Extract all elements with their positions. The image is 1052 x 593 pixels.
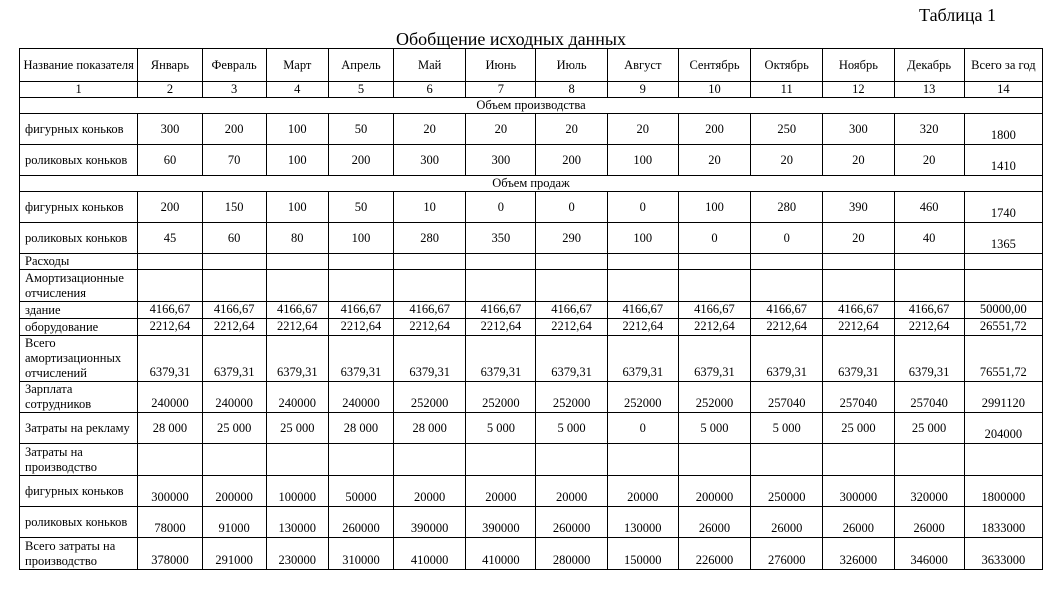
column-number: 6 xyxy=(394,82,466,98)
value-cell: 4166,67 xyxy=(138,302,202,319)
value-cell xyxy=(607,270,678,302)
value-cell: 60 xyxy=(138,145,202,176)
column-number: 2 xyxy=(138,82,202,98)
value-cell: 25 000 xyxy=(266,413,328,444)
value-cell: 240000 xyxy=(328,382,393,413)
value-cell xyxy=(466,254,536,270)
value-cell: 310000 xyxy=(328,538,393,570)
value-cell: 250000 xyxy=(751,476,823,507)
value-cell xyxy=(138,270,202,302)
column-number: 10 xyxy=(678,82,750,98)
section-row xyxy=(20,176,1043,192)
value-cell: 4166,67 xyxy=(266,302,328,319)
value-cell: 130000 xyxy=(266,507,328,538)
column-numbers-row xyxy=(20,82,1043,98)
value-cell xyxy=(138,254,202,270)
value-cell: 28 000 xyxy=(394,413,466,444)
value-cell xyxy=(328,270,393,302)
row-label: Всего амортизационных отчислений xyxy=(20,336,138,382)
value-cell: 0 xyxy=(466,192,536,223)
total-cell: 76551,72 xyxy=(964,336,1042,382)
value-cell: 2212,64 xyxy=(202,319,266,336)
value-cell: 4166,67 xyxy=(894,302,964,319)
value-cell xyxy=(536,254,607,270)
row-label: Амортизационные отчисления xyxy=(20,270,138,302)
row-label: Затраты на производство xyxy=(20,444,138,476)
value-cell: 2212,64 xyxy=(328,319,393,336)
value-cell: 300000 xyxy=(138,476,202,507)
total-cell: 1740 xyxy=(964,192,1042,223)
value-cell: 20 xyxy=(751,145,823,176)
value-cell: 6379,31 xyxy=(678,336,750,382)
value-cell: 200000 xyxy=(202,476,266,507)
value-cell xyxy=(894,254,964,270)
value-cell xyxy=(394,444,466,476)
value-cell: 4166,67 xyxy=(823,302,894,319)
total-cell: 26551,72 xyxy=(964,319,1042,336)
column-number: 13 xyxy=(894,82,964,98)
value-cell: 150000 xyxy=(607,538,678,570)
value-cell: 6379,31 xyxy=(466,336,536,382)
value-cell: 20 xyxy=(823,223,894,254)
value-cell xyxy=(751,270,823,302)
table-row xyxy=(20,476,1043,507)
value-cell: 200 xyxy=(202,114,266,145)
table-row xyxy=(20,254,1043,270)
column-number: 7 xyxy=(466,82,536,98)
row-label: оборудование xyxy=(20,319,138,336)
value-cell: 252000 xyxy=(466,382,536,413)
value-cell xyxy=(536,444,607,476)
value-cell: 6379,31 xyxy=(328,336,393,382)
table-row xyxy=(20,302,1043,319)
value-cell: 70 xyxy=(202,145,266,176)
value-cell xyxy=(394,270,466,302)
value-cell: 300 xyxy=(394,145,466,176)
value-cell xyxy=(678,254,750,270)
value-cell: 80 xyxy=(266,223,328,254)
value-cell xyxy=(536,270,607,302)
total-cell xyxy=(964,444,1042,476)
section-row xyxy=(20,98,1043,114)
value-cell: 6379,31 xyxy=(607,336,678,382)
value-cell: 252000 xyxy=(607,382,678,413)
row-label: роликовых коньков xyxy=(20,145,138,176)
value-cell: 20 xyxy=(394,114,466,145)
total-cell xyxy=(964,270,1042,302)
row-label: Затраты на рекламу xyxy=(20,413,138,444)
header-month: Сентябрь xyxy=(678,49,750,82)
column-number: 5 xyxy=(328,82,393,98)
value-cell: 300000 xyxy=(823,476,894,507)
value-cell xyxy=(466,444,536,476)
value-cell xyxy=(328,254,393,270)
value-cell: 100 xyxy=(266,145,328,176)
value-cell: 45 xyxy=(138,223,202,254)
table-row xyxy=(20,319,1043,336)
value-cell: 390 xyxy=(823,192,894,223)
value-cell: 290 xyxy=(536,223,607,254)
value-cell: 25 000 xyxy=(894,413,964,444)
value-cell: 4166,67 xyxy=(678,302,750,319)
value-cell: 2212,64 xyxy=(607,319,678,336)
table-number: Таблица 1 xyxy=(919,5,996,25)
total-cell xyxy=(964,254,1042,270)
value-cell: 6379,31 xyxy=(536,336,607,382)
value-cell: 130000 xyxy=(607,507,678,538)
value-cell: 276000 xyxy=(751,538,823,570)
column-number: 12 xyxy=(823,82,894,98)
value-cell: 6379,31 xyxy=(266,336,328,382)
value-cell: 257040 xyxy=(751,382,823,413)
header-row xyxy=(20,49,1043,82)
header-month: Май xyxy=(394,49,466,82)
value-cell xyxy=(678,270,750,302)
value-cell: 20000 xyxy=(536,476,607,507)
value-cell: 4166,67 xyxy=(328,302,393,319)
value-cell: 252000 xyxy=(678,382,750,413)
value-cell xyxy=(138,444,202,476)
row-label: Зарплата сотрудников xyxy=(20,382,138,413)
total-cell: 1365 xyxy=(964,223,1042,254)
value-cell: 5 000 xyxy=(536,413,607,444)
value-cell: 291000 xyxy=(202,538,266,570)
value-cell: 0 xyxy=(536,192,607,223)
table-row xyxy=(20,444,1043,476)
value-cell: 2212,64 xyxy=(394,319,466,336)
value-cell: 20 xyxy=(466,114,536,145)
total-cell: 1800 xyxy=(964,114,1042,145)
value-cell: 20 xyxy=(678,145,750,176)
summary-table xyxy=(19,48,1043,570)
value-cell: 300 xyxy=(823,114,894,145)
value-cell xyxy=(266,444,328,476)
value-cell: 0 xyxy=(678,223,750,254)
value-cell: 4166,67 xyxy=(202,302,266,319)
value-cell: 4166,67 xyxy=(536,302,607,319)
value-cell: 10 xyxy=(394,192,466,223)
value-cell: 2212,64 xyxy=(894,319,964,336)
value-cell: 20 xyxy=(607,114,678,145)
value-cell xyxy=(607,254,678,270)
value-cell: 320 xyxy=(894,114,964,145)
value-cell: 280 xyxy=(751,192,823,223)
value-cell xyxy=(394,254,466,270)
value-cell: 4166,67 xyxy=(466,302,536,319)
header-month: Март xyxy=(266,49,328,82)
value-cell: 300 xyxy=(138,114,202,145)
row-label: Расходы xyxy=(20,254,138,270)
value-cell: 25 000 xyxy=(823,413,894,444)
value-cell: 20 xyxy=(536,114,607,145)
value-cell: 280 xyxy=(394,223,466,254)
total-cell: 204000 xyxy=(964,413,1042,444)
section-title: Объем производства xyxy=(20,98,1043,114)
value-cell: 2212,64 xyxy=(678,319,750,336)
row-label: фигурных коньков xyxy=(20,114,138,145)
value-cell: 252000 xyxy=(394,382,466,413)
header-total: Всего за год xyxy=(964,49,1042,82)
row-label: здание xyxy=(20,302,138,319)
header-month: Октябрь xyxy=(751,49,823,82)
value-cell: 6379,31 xyxy=(394,336,466,382)
value-cell: 4166,67 xyxy=(394,302,466,319)
column-number: 9 xyxy=(607,82,678,98)
value-cell: 40 xyxy=(894,223,964,254)
header-month: Февраль xyxy=(202,49,266,82)
value-cell: 2212,64 xyxy=(823,319,894,336)
value-cell: 0 xyxy=(607,192,678,223)
table-row xyxy=(20,382,1043,413)
row-label: роликовых коньков xyxy=(20,223,138,254)
value-cell: 226000 xyxy=(678,538,750,570)
value-cell: 6379,31 xyxy=(823,336,894,382)
value-cell: 60 xyxy=(202,223,266,254)
column-number: 4 xyxy=(266,82,328,98)
value-cell: 28 000 xyxy=(138,413,202,444)
value-cell: 240000 xyxy=(202,382,266,413)
header-month: Декабрь xyxy=(894,49,964,82)
value-cell xyxy=(466,270,536,302)
header-month: Август xyxy=(607,49,678,82)
value-cell: 50000 xyxy=(328,476,393,507)
value-cell xyxy=(894,270,964,302)
value-cell: 257040 xyxy=(823,382,894,413)
value-cell xyxy=(823,254,894,270)
value-cell xyxy=(328,444,393,476)
column-number: 1 xyxy=(20,82,138,98)
total-cell: 50000,00 xyxy=(964,302,1042,319)
value-cell xyxy=(823,270,894,302)
value-cell: 26000 xyxy=(894,507,964,538)
table-row xyxy=(20,145,1043,176)
value-cell: 100 xyxy=(328,223,393,254)
value-cell: 240000 xyxy=(266,382,328,413)
table-row xyxy=(20,192,1043,223)
value-cell: 5 000 xyxy=(678,413,750,444)
table-row xyxy=(20,336,1043,382)
value-cell: 6379,31 xyxy=(751,336,823,382)
column-number: 14 xyxy=(964,82,1042,98)
value-cell: 260000 xyxy=(328,507,393,538)
value-cell: 150 xyxy=(202,192,266,223)
value-cell: 350 xyxy=(466,223,536,254)
value-cell xyxy=(202,270,266,302)
value-cell: 390000 xyxy=(394,507,466,538)
table-row xyxy=(20,114,1043,145)
value-cell: 6379,31 xyxy=(894,336,964,382)
value-cell: 26000 xyxy=(678,507,750,538)
table-row xyxy=(20,270,1043,302)
value-cell: 78000 xyxy=(138,507,202,538)
table-title: Обобщение исходных данных xyxy=(396,29,626,49)
value-cell: 4166,67 xyxy=(751,302,823,319)
value-cell: 5 000 xyxy=(751,413,823,444)
value-cell: 100 xyxy=(678,192,750,223)
table-row xyxy=(20,223,1043,254)
table-row xyxy=(20,413,1043,444)
row-label: роликовых коньков xyxy=(20,507,138,538)
value-cell: 200000 xyxy=(678,476,750,507)
value-cell xyxy=(202,254,266,270)
value-cell: 20000 xyxy=(466,476,536,507)
value-cell: 25 000 xyxy=(202,413,266,444)
header-month: Январь xyxy=(138,49,202,82)
value-cell: 26000 xyxy=(823,507,894,538)
value-cell: 378000 xyxy=(138,538,202,570)
column-number: 8 xyxy=(536,82,607,98)
value-cell: 200 xyxy=(536,145,607,176)
row-label: фигурных коньков xyxy=(20,476,138,507)
table-row xyxy=(20,538,1043,570)
value-cell: 91000 xyxy=(202,507,266,538)
value-cell: 240000 xyxy=(138,382,202,413)
value-cell: 100 xyxy=(266,114,328,145)
total-cell: 2991120 xyxy=(964,382,1042,413)
value-cell: 250 xyxy=(751,114,823,145)
value-cell: 2212,64 xyxy=(466,319,536,336)
header-month: Апрель xyxy=(328,49,393,82)
row-label: Всего затраты на производство xyxy=(20,538,138,570)
value-cell xyxy=(266,254,328,270)
value-cell: 200 xyxy=(138,192,202,223)
column-number: 3 xyxy=(202,82,266,98)
column-number: 11 xyxy=(751,82,823,98)
value-cell: 4166,67 xyxy=(607,302,678,319)
value-cell: 50 xyxy=(328,192,393,223)
value-cell: 0 xyxy=(751,223,823,254)
value-cell: 26000 xyxy=(751,507,823,538)
value-cell: 2212,64 xyxy=(751,319,823,336)
value-cell: 100 xyxy=(266,192,328,223)
value-cell: 20 xyxy=(823,145,894,176)
value-cell: 300 xyxy=(466,145,536,176)
value-cell xyxy=(823,444,894,476)
value-cell: 230000 xyxy=(266,538,328,570)
value-cell: 20000 xyxy=(607,476,678,507)
total-cell: 1410 xyxy=(964,145,1042,176)
header-month: Июнь xyxy=(466,49,536,82)
value-cell xyxy=(266,270,328,302)
value-cell: 50 xyxy=(328,114,393,145)
value-cell: 320000 xyxy=(894,476,964,507)
value-cell: 100 xyxy=(607,223,678,254)
value-cell: 257040 xyxy=(894,382,964,413)
value-cell xyxy=(202,444,266,476)
value-cell: 5 000 xyxy=(466,413,536,444)
value-cell xyxy=(678,444,750,476)
value-cell: 6379,31 xyxy=(138,336,202,382)
total-cell: 3633000 xyxy=(964,538,1042,570)
table-row xyxy=(20,507,1043,538)
value-cell: 260000 xyxy=(536,507,607,538)
value-cell: 200 xyxy=(678,114,750,145)
value-cell xyxy=(607,444,678,476)
total-cell: 1800000 xyxy=(964,476,1042,507)
value-cell: 2212,64 xyxy=(536,319,607,336)
value-cell xyxy=(751,254,823,270)
total-cell: 1833000 xyxy=(964,507,1042,538)
value-cell: 390000 xyxy=(466,507,536,538)
section-title: Объем продаж xyxy=(20,176,1043,192)
value-cell: 280000 xyxy=(536,538,607,570)
value-cell xyxy=(751,444,823,476)
value-cell: 6379,31 xyxy=(202,336,266,382)
value-cell xyxy=(894,444,964,476)
value-cell: 20000 xyxy=(394,476,466,507)
value-cell: 2212,64 xyxy=(266,319,328,336)
header-name: Название показателя xyxy=(20,49,138,82)
value-cell: 100000 xyxy=(266,476,328,507)
row-label: фигурных коньков xyxy=(20,192,138,223)
value-cell: 326000 xyxy=(823,538,894,570)
value-cell: 2212,64 xyxy=(138,319,202,336)
value-cell: 252000 xyxy=(536,382,607,413)
header-month: Июль xyxy=(536,49,607,82)
value-cell: 20 xyxy=(894,145,964,176)
value-cell: 410000 xyxy=(394,538,466,570)
value-cell: 100 xyxy=(607,145,678,176)
value-cell: 410000 xyxy=(466,538,536,570)
header-month: Ноябрь xyxy=(823,49,894,82)
value-cell: 346000 xyxy=(894,538,964,570)
value-cell: 460 xyxy=(894,192,964,223)
value-cell: 0 xyxy=(607,413,678,444)
value-cell: 200 xyxy=(328,145,393,176)
value-cell: 28 000 xyxy=(328,413,393,444)
